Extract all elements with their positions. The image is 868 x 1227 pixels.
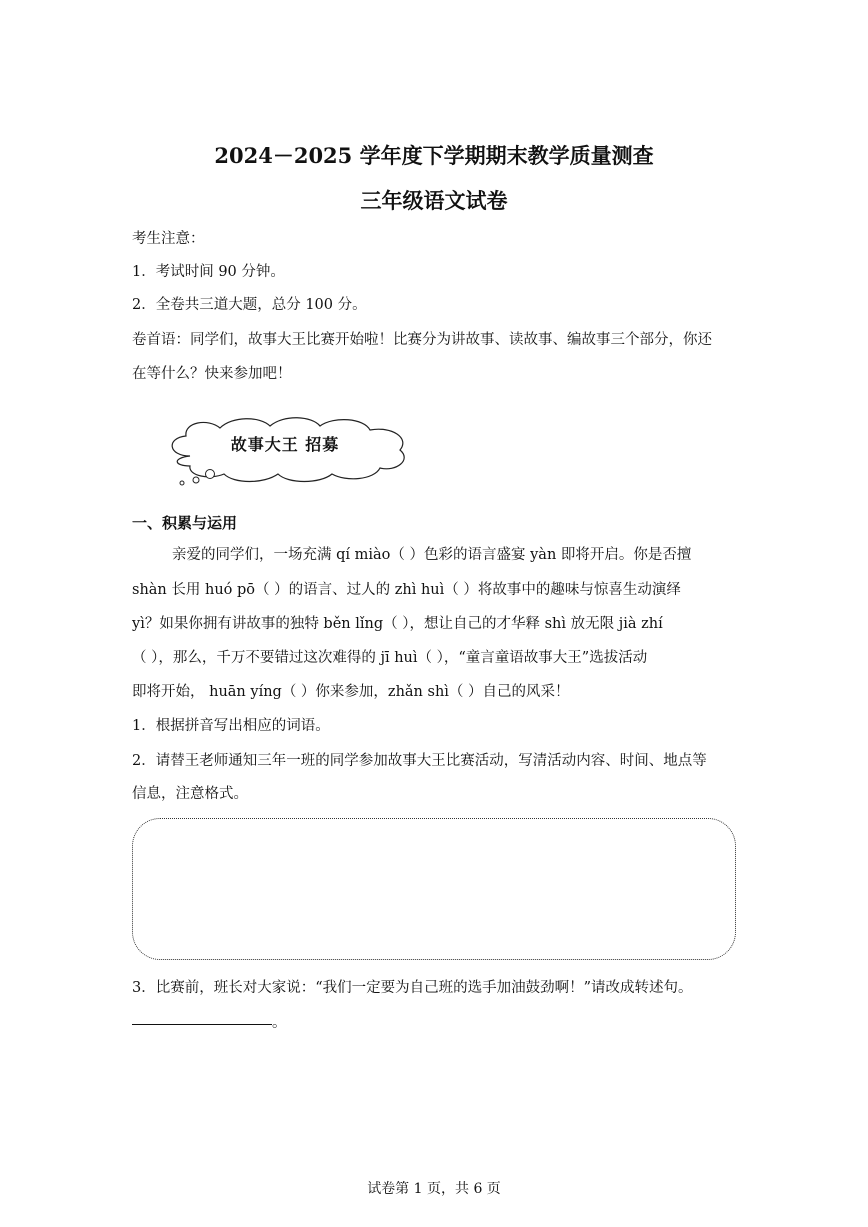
passage-line: 亲爱的同学们，一场充满 qí miào（ ）色彩的语言盛宴 yàn 即将开启。你是否擅 (172, 547, 692, 563)
notice-label: 考生注意： (132, 231, 205, 247)
passage-line: yì？如果你拥有讲故事的独特 běn lǐng（ ），想让自己的才华释 shì 放无限 jià zhí (132, 616, 663, 632)
question-1: 1．根据拼音写出相应的词语。 (132, 718, 330, 734)
question-2-line-2: 信息，注意格式。 (132, 786, 248, 802)
banner-title: 故事大王 招募 (230, 435, 340, 454)
recruit-banner (160, 416, 412, 490)
answer-blank-q3[interactable] (132, 1024, 272, 1025)
passage-line: shàn 长用 huó pō（ ）的语言、过人的 zhì huì（ ）将故事中的趣味与惊喜生动演绎 (132, 582, 681, 598)
intro-line-2: 在等什么？快来参加吧！ (132, 366, 292, 382)
answer-blank-end: 。 (272, 1015, 287, 1031)
section-heading: 一、积累与运用 (132, 514, 238, 532)
page-footer: 试卷第 1 页，共 6 页 (367, 1181, 501, 1197)
notice-item-score: 2．全卷共三道大题，总分 100 分。 (132, 297, 367, 313)
answer-box-q2[interactable] (132, 818, 736, 960)
intro-line-1: 卷首语：同学们，故事大王比赛开始啦！比赛分为讲故事、读故事、编故事三个部分，你还 (132, 332, 712, 348)
passage-line: 即将开始， huān yíng（ ）你来参加，zhǎn shì（ ）自己的风采！ (132, 684, 570, 700)
exam-subtitle: 三年级语文试卷 (360, 188, 508, 213)
question-3: 3．比赛前，班长对大家说：“我们一定要为自己班的选手加油鼓劲啊！”请改成转述句。 (132, 980, 693, 996)
exam-title: 2024－2025 学年度下学期期末教学质量测查 (214, 143, 654, 168)
passage-line: （ ），那么，千万不要错过这次难得的 jī huì（ ），“童言童语故事大王”选拔活动 (132, 650, 648, 666)
notice-item-time: 1．考试时间 90 分钟。 (132, 264, 285, 280)
question-2-line-1: 2．请替王老师通知三年一班的同学参加故事大王比赛活动，写清活动内容、时间、地点等 (132, 753, 707, 769)
